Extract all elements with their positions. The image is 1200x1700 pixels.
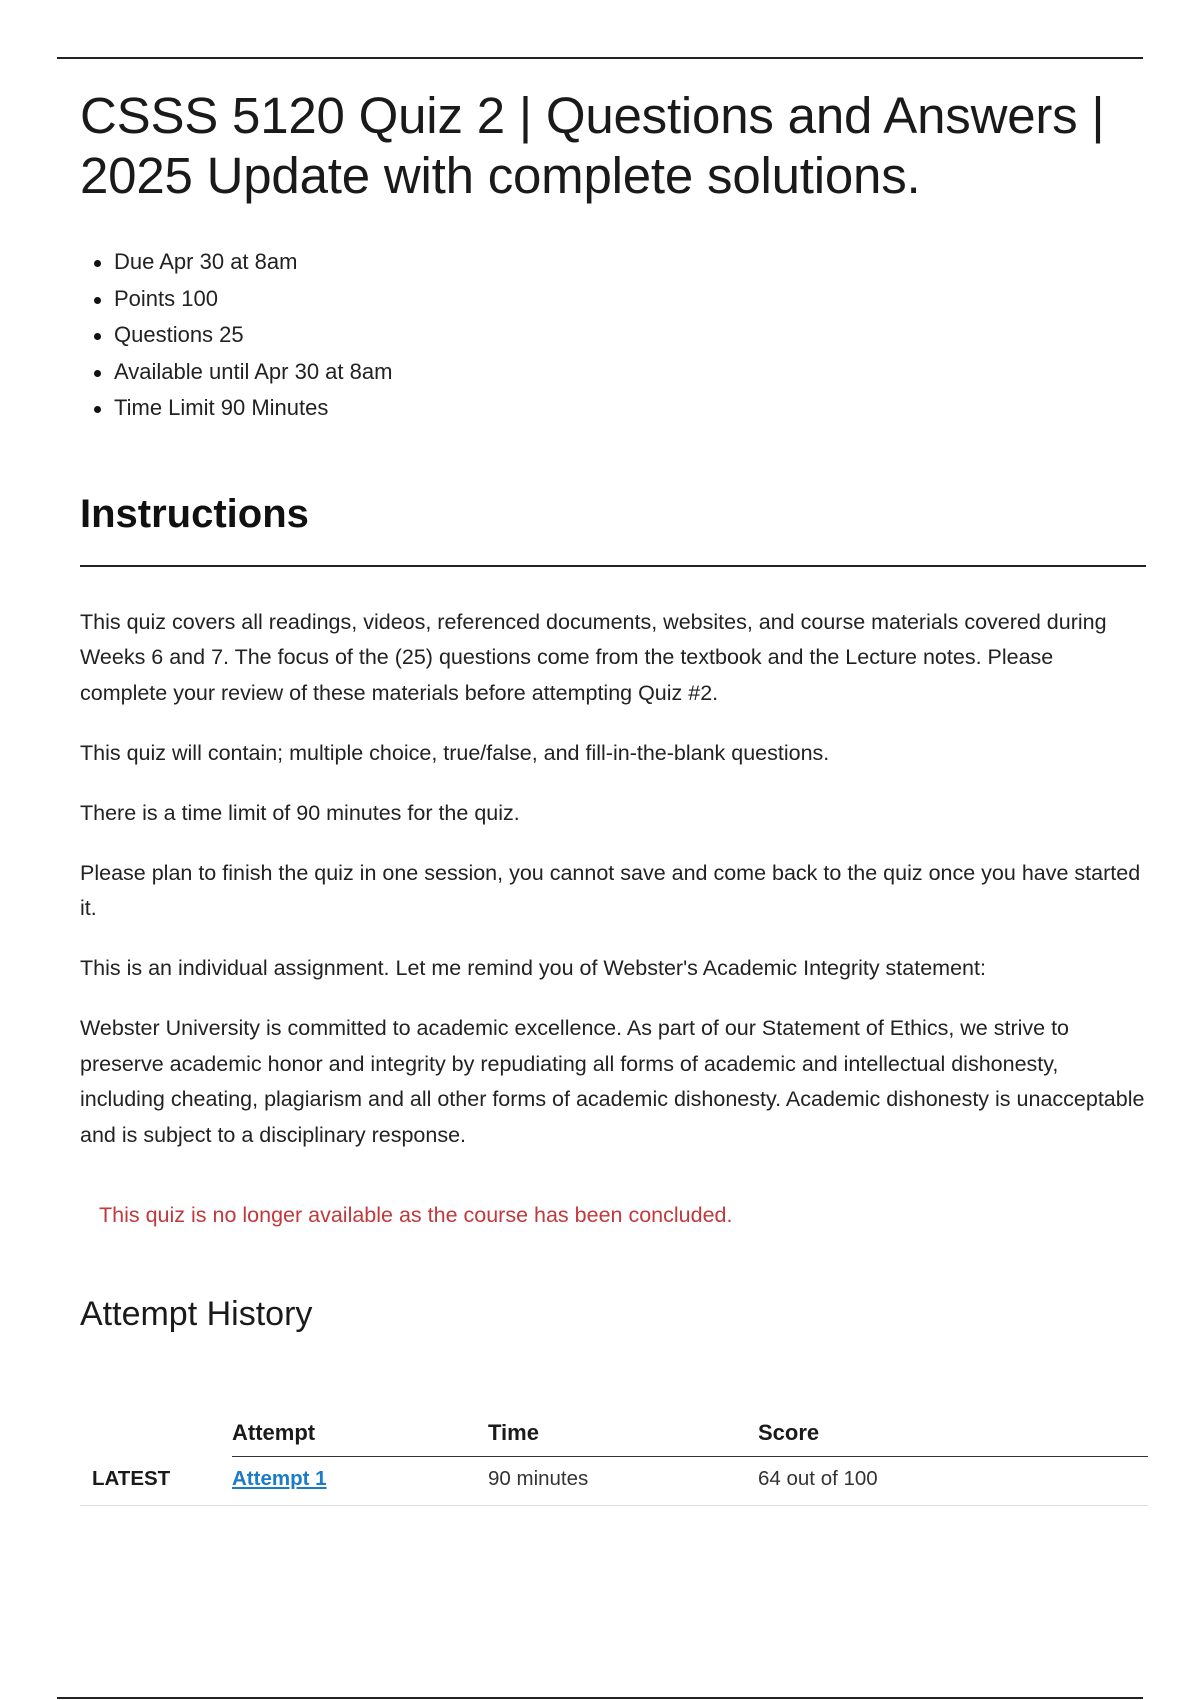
instructions-paragraph: This quiz will contain; multiple choice, true/false, and fill-in-the-blank questions.: [80, 740, 830, 765]
header-blank: [80, 1416, 232, 1457]
instructions-heading: Instructions: [80, 491, 309, 536]
table-row: [80, 1457, 1148, 1506]
instructions-body: [80, 605, 1146, 1154]
header-time: Time: [488, 1416, 758, 1457]
question-count: Questions 25: [92, 317, 1150, 354]
header-attempt: Attempt: [232, 1416, 488, 1457]
attempt-history-table: [80, 1416, 1148, 1506]
instructions-paragraph: This is an individual assignment. Let me remind you of Webster's Academic Integrity statement:: [80, 956, 986, 980]
bottom-divider: [57, 1697, 1143, 1699]
instructions-paragraph: This quiz covers all readings, videos, referenced documents, websites, and course materials covered during Weeks 6 and 7. The focus of the (25) questions come from the textbook and the Lecture notes. Please complete your review of these materials before attempting Quiz #2.: [80, 609, 1107, 705]
available-until: Available until Apr 30 at 8am: [92, 354, 1150, 391]
quiz-page: [80, 86, 1150, 1506]
attempt-history-heading: Attempt History: [80, 1295, 313, 1333]
due-date: Due Apr 30 at 8am: [92, 244, 1150, 281]
attempt-1-link[interactable]: Attempt 1: [232, 1467, 327, 1490]
instructions-paragraph: Please plan to finish the quiz in one session, you cannot save and come back to the quiz once you have started it.: [80, 860, 1141, 920]
score-cell: 64 out of 100: [758, 1457, 1148, 1506]
time-cell: 90 minutes: [488, 1457, 758, 1506]
top-divider: [57, 57, 1143, 59]
time-limit: Time Limit 90 Minutes: [92, 390, 1150, 427]
instructions-paragraph: There is a time limit of 90 minutes for the quiz.: [80, 800, 520, 825]
page-title: CSSS 5120 Quiz 2 | Questions and Answers | 2025 Update with complete solutions.: [80, 87, 1105, 204]
header-score: Score: [758, 1416, 1148, 1457]
latest-label: LATEST: [80, 1457, 232, 1506]
table-header-row: [80, 1416, 1148, 1457]
quiz-unavailable-notice: This quiz is no longer available as the course has been concluded.: [99, 1203, 733, 1227]
academic-integrity-statement: Webster University is committed to academic excellence. As part of our Statement of Ethics, we strive to preserve academic honor and integrity by repudiating all forms of academic and intellectual dishonesty, including cheating, plagiarism and all other forms of academic dishonesty. Academic dishonesty is unacceptable and is subject to a disciplinary response.: [80, 1016, 1145, 1147]
instructions-divider: [80, 565, 1146, 567]
points: Points 100: [92, 281, 1150, 318]
attempt-cell: [232, 1457, 488, 1506]
quiz-details-list: [80, 244, 1150, 427]
